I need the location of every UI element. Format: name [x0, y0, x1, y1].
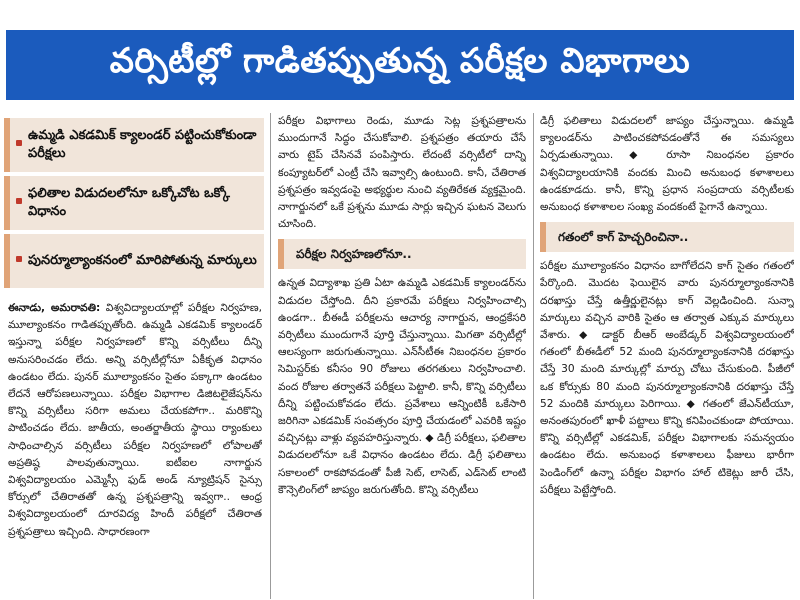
column-divider — [533, 113, 534, 599]
headline-bar — [6, 30, 794, 100]
highlight-text: ఫలితాల విడుదలలోనూ ఒక్కోచోట ఒక్కో విధానం — [28, 186, 230, 219]
article-column-1 — [8, 300, 262, 598]
paragraph-text: డిగ్రీ ఫలితాలు విడుదలలో జాప్యం చేస్తున్నాయి. ఉమ్మడి క్యాలండర్‌ను పాటించకపోవడంతోనే ఈ సమస్యలు ఏర్పడుతున్నాయి. ◆ రూసా నిబంధనల ప్రకారం విశ్వవిద్యాలయానికి వందకు మించి అనుబంధ కళాశాలలు ఉండకూడదు. కానీ, కొన్ని ప్రధాన సంప్రదాయ వర్సిటీలకు అనుబంధ కళాశాలల సంఖ్య వందకంటే పైగానే ఉన్నాయి. — [540, 115, 794, 214]
bullet-icon — [16, 140, 22, 146]
article-column-3 — [540, 113, 794, 599]
subheading: గతంలో కాగ్ హెచ్చరించినా.. — [540, 222, 794, 252]
column-divider — [270, 113, 271, 599]
article-paragraph — [8, 300, 262, 541]
paragraph-text: విశ్వవిద్యాలయాల్లో పరీక్షల నిర్వహణ, మూల్యాంకనం గాడితప్పుతోంది. ఉమ్మడి ఎకడమిక్ క్యాలండర్ ఇస్తున్నా పరీక్షల నిర్వహణలో కొన్ని వర్సిటీలు దీన్ని అనుసరించడం లేదు. అన్ని వర్సిటీల్లోనూ ఏకీకృత విధానం ఉండటం లేదు. పునర్ మూల్యాంకనం సైతం పక్కాగా ఉండటం లేదనే ఆరోపణలున్నాయి. పరీక్షల విభాగాల డిజిటలైజేషన్‌ను కొన్ని వర్సిటీలు సరిగా అమలు చేయకపోగా.. మరికొన్ని పాటించడం లేదు. జాతీయ, అంతర్జాతీయ స్థాయి ర్యాంకులు సాధించాల్సిన వర్సిటీలు పరీక్షల నిర్వహణలో లోపాలతో అప్రతిష్ఠ పాలవుతున్నాయి. ఐటీఐల నాగార్జున విశ్వవిద్యాలయం ఎమ్మెస్సీ ఫుడ్ అండ్ న్యూట్రిషన్ సైన్సు కోర్సులో చేతిరాతతో ఉన్న ప్రశ్నపత్రాన్ని ఇవ్వగా.. ఆంధ్ర విశ్వవిద్యాలయంలో దూరవిద్య హిందీ పరీక్షలో చేతిరాత ప్రశ్నపత్రాలు ఇచ్చింది. సాధారణంగా — [8, 302, 262, 538]
dateline: ఈనాడు, అమరావతి: — [8, 302, 101, 314]
bullet-icon — [16, 256, 22, 262]
highlight-text: ఉమ్మడి ఎకడమిక్ క్యాలండర్ పట్టించుకోకుండా పరీక్షలు — [28, 128, 257, 161]
highlight-item — [4, 234, 264, 288]
highlight-item — [4, 176, 264, 230]
bullet-icon — [16, 198, 22, 204]
paragraph-text: ఉన్నత విద్యాశాఖ ప్రతి ఏటా ఉమ్మడి ఎకడమిక్ క్యాలండర్‌ను విడుదల చేస్తోంది. దీని ప్రకారమే పరీక్షలు నిర్వహించాల్సి ఉండగా.. బీఈడీ పరీక్షలను ఆచార్య నాగార్జున, ఆంధ్రకేసరి వర్సిటీలు ముందుగానే పూర్తి చేస్తున్నాయి. మిగతా వర్సిటీల్లో ఆలస్యంగా జరుగుతున్నాయి. ఎన్‌సీటీఈ నిబంధనల ప్రకారం సెమిస్టర్‌కు కనీసం 90 రోజులు తరగతులు నిర్వహించాలి. వంద రోజుల తర్వాతనే పరీక్షలు పెట్టాలి. కానీ, కొన్ని వర్సిటీలు దీన్ని పట్టించుకోవడం లేదు. ప్రవేశాలు ఆన్నింటికీ ఒకేసారి జరిగినా ఎకడమిక్ సంవత్సరం పూర్తి చేయడంలో ఎవరికి ఇష్టం వచ్చినట్లు వాళ్లు వ్యవహరిస్తున్నారు. ◆ డిగ్రీ పరీక్షలు, ఫలితాల విడుదలలోనూ ఒకే విధానం ఉండటం లేదు. డిగ్రీ ఫలితాలు సకాలంలో రాకపోవడంతో పీజీ సెట్, లాసెట్, ఎడ్‌సెట్ లాంటి కౌన్సెలింగ్‌లో జాప్యం జరుగుతోంది. కొన్ని వర్సిటీలు — [278, 277, 526, 496]
paragraph-text: పరీక్షల మూల్యాంకనం విధానం బాగోలేదని కాగ్ సైతం గతంలో పేర్కొంది. మొదట ఫెయిలైన వారు పునర్మూల్యాంకనానికి దరఖాస్తు చేస్తే ఉత్తీర్ణులైనట్లు కాగ్ వెల్లడించింది. సున్నా మార్కులు వచ్చిన వారికి సైతం ఆ తర్వాత ఎక్కువ మార్కులు వేశారు. ◆ డాక్టర్ బీఆర్ అంబేడ్కర్ విశ్వవిద్యాలయంలో గతంలో బీఈడీలో 52 మంది పునర్మూల్యాంకనానికి దరఖాస్తు చేస్తే 30 మంది మార్కుల్లో మార్పు చోటు చేసుకుంది. పీజీలో ఒక కోర్సుకు 80 మంది పునర్మూల్యాంకనానికి దరఖాస్తు చేస్తే 52 మందికి మార్కులు పెరిగాయి. ◆ గతంలో జేఎన్‌టీయూ, అనంతపురంలో ఖాళీ పట్టాలు కొన్ని కనిపించకుండా పోయాయి. కొన్ని వర్సిటీల్లో ఎకడమిక్, పరీక్షల విభాగాలకు సమన్వయం ఉండటం లేదు. అనుబంధ కళాశాలలు ఫీజులు భారీగా పెండింగ్‌లో ఉన్నా పరీక్షల విభాగం హాల్ టికెట్లు జారీ చేసి, పరీక్షలు పెట్టేస్తోంది. — [540, 260, 794, 496]
highlight-item — [4, 118, 264, 172]
highlights-sidebar — [4, 118, 264, 292]
article-column-2 — [278, 113, 526, 599]
headline-title: వర్సిటీల్లో గాడితప్పుతున్న పరీక్షల విభాగాలు — [109, 41, 691, 81]
headline-banner — [0, 0, 800, 106]
paragraph-text: పరీక్షల విభాగాలు రెండు, మూడు సెట్ల ప్రశ్నపత్రాలను ముందుగానే సిద్ధం చేసుకోవాలి. ప్రశ్నపత్రం తయారు చేసే వారు టైప్ చేసినవే పంపిస్తారు. లేదంటే వర్సిటీలో దాన్ని కంప్యూటర్‌లో ఎంట్రీ చేసి ఇవ్వాల్సి ఉంటుంది. కానీ, చేతిరాత ప్రశ్నపత్రం ఇవ్వడంపై అభ్యర్థుల నుంచి వ్యతిరేకత వ్యక్తమైంది. నాగార్జునలో ఒకే ప్రశ్నను మూడు సార్లు ఇచ్చిన ఘటన వెలుగు చూసింది. — [278, 115, 526, 231]
subheading: పరీక్షల నిర్వహణలోనూ.. — [278, 239, 526, 269]
highlight-text: పునర్మూల్యాంకనంలో మారిపోతున్న మార్కులు — [28, 253, 257, 268]
